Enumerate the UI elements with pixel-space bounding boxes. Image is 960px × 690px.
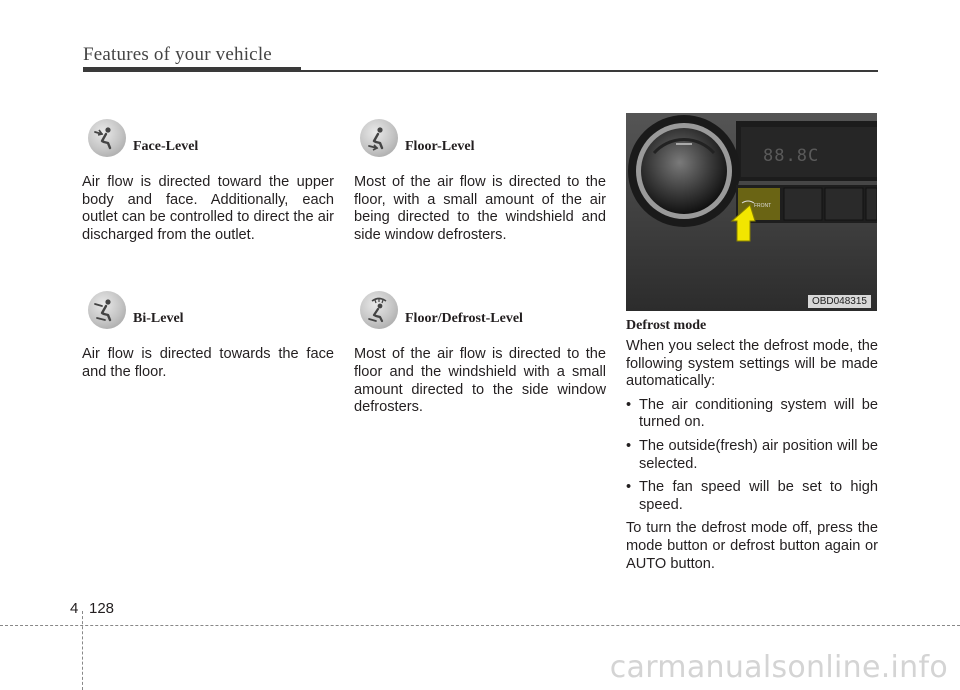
list-item: • The fan speed will be set to high speed.	[626, 479, 878, 513]
watermark: carmanualsonline.info	[609, 650, 948, 685]
chapter-number: 4	[70, 600, 79, 617]
footer-divider	[82, 611, 83, 690]
floor-defrost-level-icon	[360, 291, 398, 329]
header-title: Features of your vehicle	[83, 44, 272, 65]
middle-column	[354, 113, 606, 417]
bi-level-icon	[88, 291, 126, 329]
defrost-mode-intro: When you select the defrost mode, the following system settings will be made automatically:	[626, 338, 878, 390]
list-item: • The outside(fresh) air position will be selected.	[626, 437, 878, 472]
list-item: • The air conditioning system will be turned on.	[626, 396, 878, 431]
floor-level-icon	[360, 119, 398, 157]
bi-level-label: Bi-Level	[133, 311, 184, 327]
bi-level-mode	[82, 285, 334, 329]
face-level-mode	[82, 113, 334, 157]
floor-level-description: Most of the air flow is directed to the floor, with a small amount of the air being directed to the windshield and side window defrosters.	[354, 174, 606, 243]
floor-defrost-level-mode	[354, 285, 606, 329]
front-button-label: FRONT	[754, 203, 772, 209]
floor-defrost-level-label: Floor/Defrost-Level	[405, 311, 523, 327]
header-rule	[301, 70, 878, 72]
floor-defrost-level-description: Most of the air flow is directed to the floor and the windshield with a small amount directed to the side window defrosters.	[354, 346, 606, 416]
floor-level-mode	[354, 113, 606, 157]
climate-control-photo	[626, 113, 877, 311]
defrost-mode-heading: Defrost mode	[626, 318, 707, 333]
footer-rule	[0, 625, 960, 626]
left-column	[82, 113, 334, 382]
face-level-label: Face-Level	[133, 139, 199, 154]
right-column	[626, 113, 878, 573]
defrost-mode-closing: To turn the defrost mode off, press the mode button or defrost button again or AUTO button.	[626, 520, 878, 572]
bi-level-description: Air flow is directed towards the face and the floor.	[82, 346, 334, 380]
header-bar	[83, 67, 301, 72]
face-level-description: Air flow is directed toward the upper body and face. Additionally, each outlet can be controlled to direct the air discharged from the outlet.	[82, 174, 334, 243]
face-level-icon	[88, 119, 126, 157]
floor-level-label: Floor-Level	[405, 139, 475, 154]
display-readout: 88.8C	[763, 146, 820, 166]
figure-code: OBD048315	[808, 295, 871, 308]
page-number: 128	[89, 600, 115, 617]
climate-panel-illustration	[626, 113, 877, 311]
